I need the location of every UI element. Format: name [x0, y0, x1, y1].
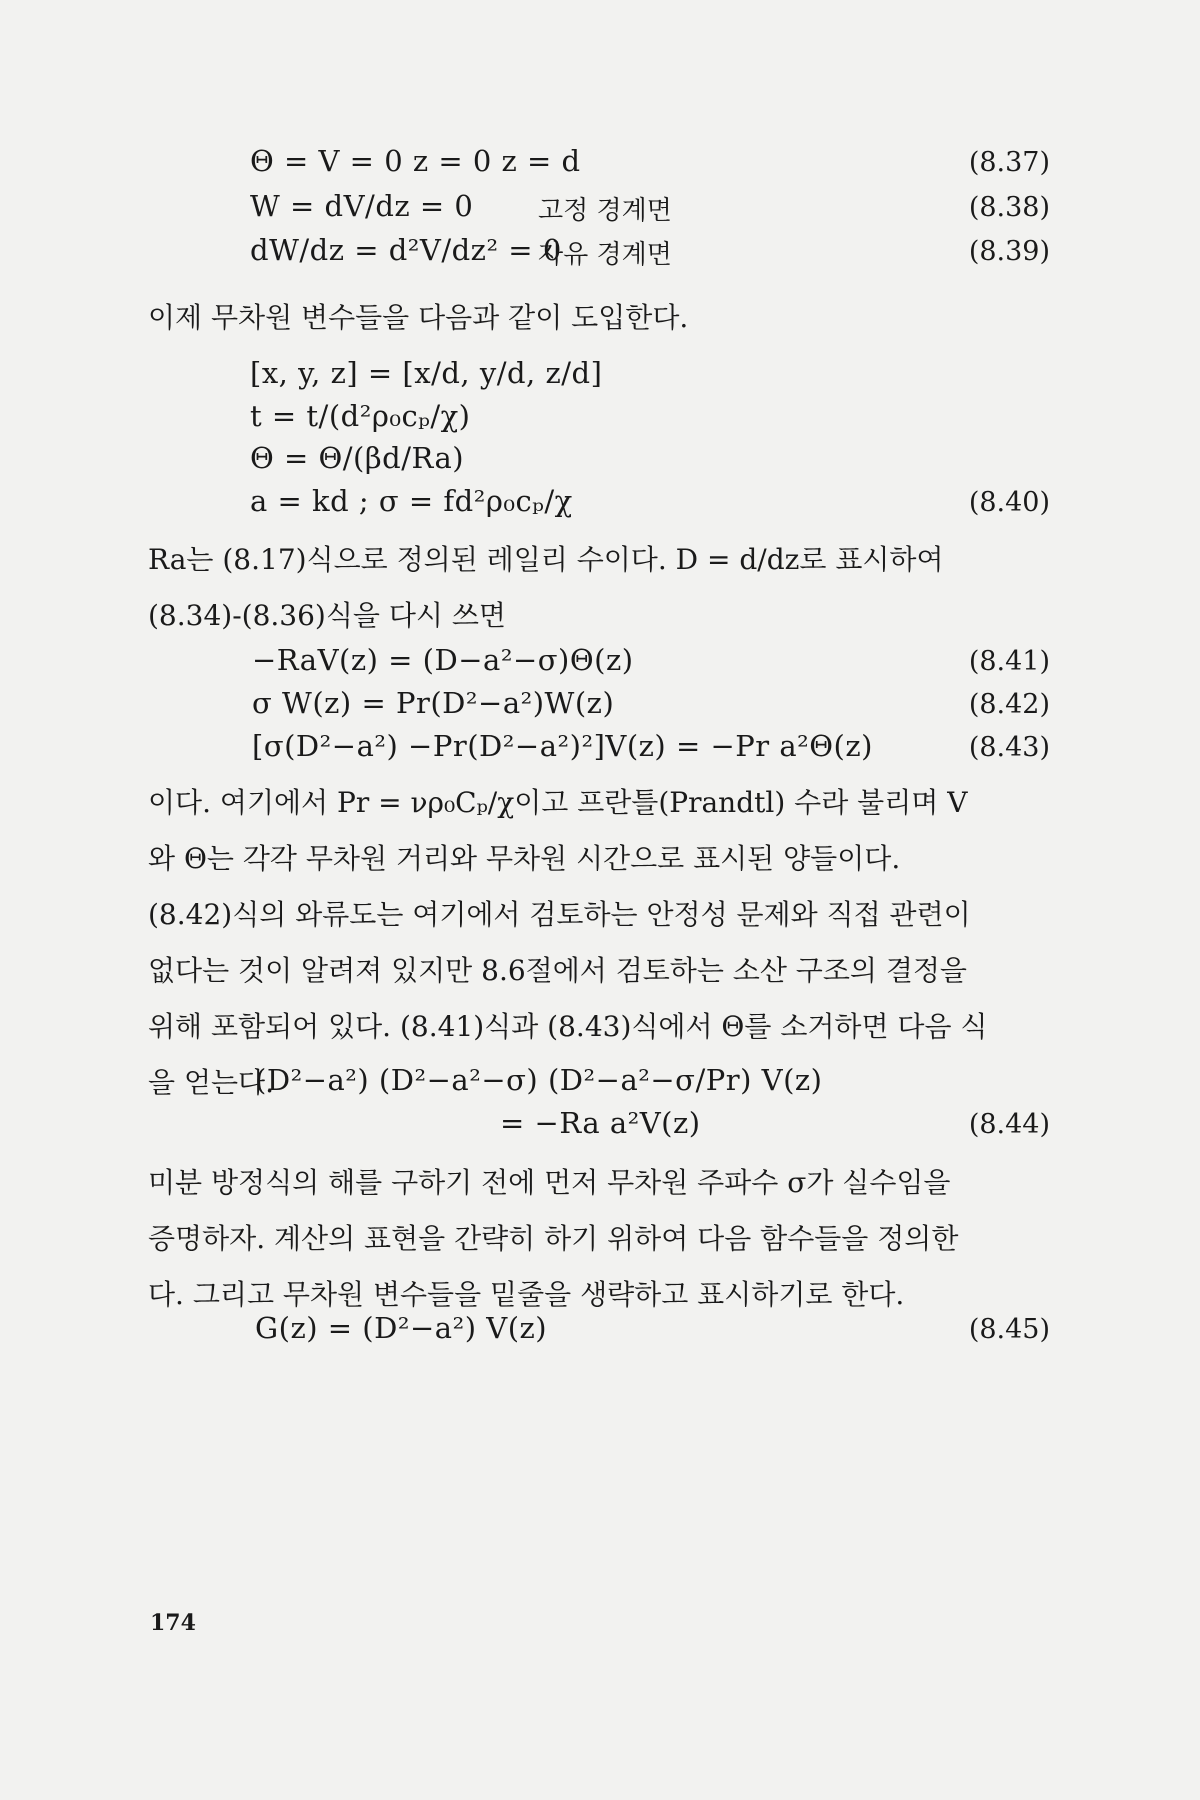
- paragraph-intro: [148, 290, 1038, 346]
- equation-note-8-39: 자유 경계면: [538, 240, 672, 270]
- equation-note-8-38: 고정 경계면: [538, 196, 672, 226]
- paragraph-line: 미분 방정식의 해를 구하기 전에 먼저 무차원 주파수 σ가 실수임을: [148, 1166, 951, 1199]
- paragraph-rayleigh: [148, 532, 1038, 644]
- equation-8-39: dW/dz = d²V/dz² = 0: [250, 233, 562, 267]
- equation-8-45: G(z) = (D²−a²) V(z): [255, 1311, 548, 1345]
- equation-number-8-42: (8.42): [968, 689, 1050, 720]
- equation-def-t: t = t/(d²ρ₀cₚ/χ): [250, 399, 471, 433]
- equation-8-44-line1: (D²−a²) (D²−a²−σ) (D²−a²−σ/Pr) V(z): [255, 1063, 823, 1097]
- equation-number-8-45: (8.45): [968, 1314, 1050, 1345]
- equation-8-44-line2: = −Ra a²V(z): [500, 1106, 701, 1140]
- equation-def-theta: Θ = Θ/(βd/Ra): [250, 441, 465, 475]
- paragraph-prandtl: [148, 775, 1038, 1111]
- paragraph-line: 을 얻는다.: [148, 1066, 274, 1099]
- paragraph-line: 위해 포함되어 있다. (8.41)식과 (8.43)식에서 Θ를 소거하면 다음 식: [148, 1010, 988, 1043]
- equation-number-8-37: (8.37): [968, 147, 1050, 178]
- paragraph-line: (8.42)식의 와류도는 여기에서 검토하는 안정성 문제와 직접 관련이: [148, 898, 971, 931]
- paragraph-line: (8.34)-(8.36)식을 다시 쓰면: [148, 599, 506, 632]
- equation-8-38: W = dV/dz = 0: [250, 189, 474, 223]
- equation-8-41: −RaV(z) = (D−a²−σ)Θ(z): [252, 643, 634, 677]
- equation-8-37: Θ = V = 0 z = 0 z = d: [250, 144, 581, 178]
- equation-number-8-44: (8.44): [968, 1109, 1050, 1140]
- paragraph-line: 이다. 여기에서 Pr = νρ₀Cₚ/χ이고 프란틀(Prandtl) 수라 불리며 V: [148, 786, 968, 819]
- paragraph-line: 와 Θ는 각각 무차원 거리와 무차원 시간으로 표시된 양들이다.: [148, 842, 901, 875]
- equation-8-42: σ W(z) = Pr(D²−a²)W(z): [252, 686, 615, 720]
- paragraph-line: 증명하자. 계산의 표현을 간략히 하기 위하여 다음 함수들을 정의한: [148, 1222, 959, 1255]
- equation-number-8-39: (8.39): [968, 236, 1050, 267]
- equation-number-8-41: (8.41): [968, 646, 1050, 677]
- equation-number-8-43: (8.43): [968, 732, 1050, 763]
- paragraph-line: 이제 무차원 변수들을 다음과 같이 도입한다.: [148, 301, 689, 334]
- paragraph-line: Ra는 (8.17)식으로 정의된 레일리 수이다. D = d/dz로 표시하여: [148, 543, 944, 576]
- equation-number-8-40: (8.40): [968, 487, 1050, 518]
- paragraph-line: 없다는 것이 알려져 있지만 8.6절에서 검토하는 소산 구조의 결정을: [148, 954, 967, 987]
- equation-number-8-38: (8.38): [968, 192, 1050, 223]
- equation-8-43: [σ(D²−a²) −Pr(D²−a²)²]V(z) = −Pr a²Θ(z): [252, 729, 873, 763]
- equation-8-40: a = kd ; σ = fd²ρ₀cₚ/χ: [250, 484, 573, 518]
- equation-def-xyz: [x, y, z] = [x/d, y/d, z/d]: [250, 356, 603, 390]
- paragraph-frequency: [148, 1155, 1038, 1323]
- page-number: 174: [150, 1610, 196, 1636]
- paragraph-line: 다. 그리고 무차원 변수들을 밑줄을 생략하고 표시하기로 한다.: [148, 1278, 905, 1311]
